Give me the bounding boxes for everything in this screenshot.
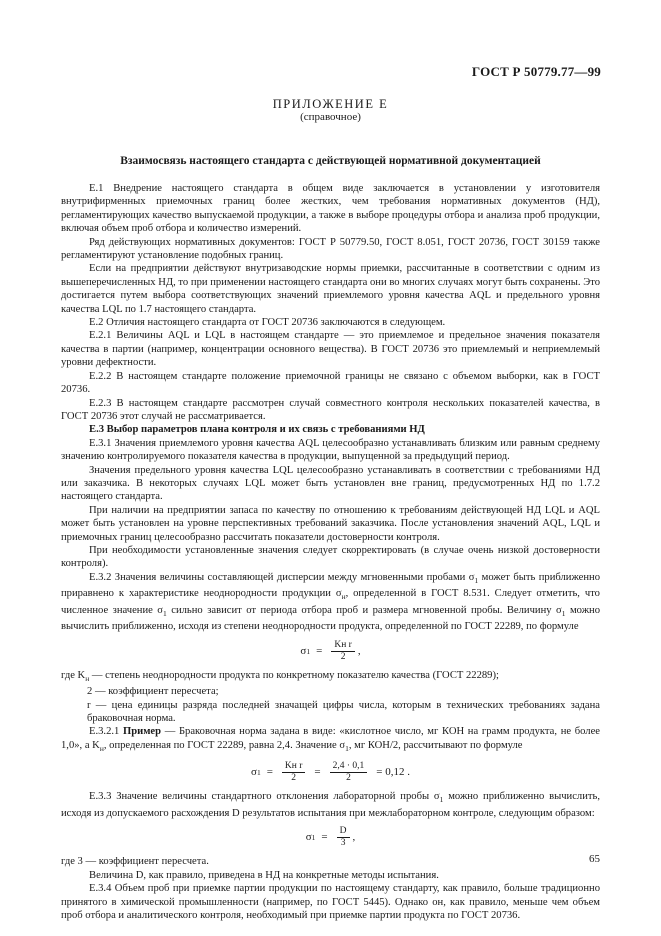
definition: где 3 — коэффициент пересчета. (61, 856, 209, 868)
fraction (330, 761, 368, 784)
paragraph: Е.3.4 Объем проб при приемке партии продукции по настоящему стандарту, как правило, больше традиционно принятого в химической промышленности (например, по ГОСТ 5445). Однако он, как правило, меньше чем объем проб отбора и аналитического контроля, необходимый при приемке партии продукта по ГОСТ 20736. (61, 883, 600, 921)
formula-operator: = (321, 831, 328, 844)
paragraph: Е.2.1 Величины AQL и LQL в настоящем стандарте — это приемлемое и предельное значения показателя качества в партии (например, концентрации основного вещества). В ГОСТ 20736 это приемлемый и неприемлемый уровни дефектности. (61, 330, 600, 369)
text-span: может быть приближенно приравнено к характеристике неоднородности продукции σ (61, 571, 600, 600)
text-span: где K (61, 669, 86, 681)
formula-symbol: σ (300, 644, 307, 657)
fraction-numerator: Kн r (282, 761, 305, 773)
standard-code: ГОСТ Р 50779.77—99 (471, 64, 601, 79)
formula-sigma-lab: σ 1 = $\frac{D}{3}$ , (305, 826, 356, 849)
text-span: Е.3.2 Значения величины составляющей дисперсии между мгновенными пробами σ (89, 571, 475, 583)
fraction-numerator: Kн r (331, 640, 354, 652)
paragraph: Е.3.2 Значения величины составляющей дисперсии между мгновенными пробами $\sigma_1$ может быть приближенно приравнено к характеристике неоднородности продукции $\sigma_н$, определенной в ГОСТ 8.531. Следует отметить, что численное значение $\sigma_1$ сильно зависит от периода отбора проб и размера мгновенной пробы. Величину $\sigma_1$ можно вычислить приближенно, исходя из степени неоднородности продукта, определенной по ГОСТ 22289, по формуле (61, 571, 601, 633)
definitions (61, 669, 600, 726)
paragraph: Е.1 Внедрение настоящего стандарта в общем виде заключается в установлении у изготовителя внутрифирменных приемочных границ более жестких, чем требования нормативных документов (НД), регламентирующих качество выпускаемой продукции, а также в выборе процедуры отбора и анализа проб продукции, включая объем проб отбора и количество измерений. (61, 183, 600, 235)
formula-symbol: σ (305, 831, 312, 844)
formula-result: = 0,12 . (376, 766, 410, 779)
fraction-denominator: 2 (291, 773, 297, 784)
formula-symbol: σ (251, 766, 257, 779)
text-span: можно приближенно вычислить, исходя из допускаемого расхождения D результатов испытания при межлабораторном контроле, следующим образом: (61, 791, 600, 819)
fraction-numerator: D (337, 826, 350, 838)
fraction (331, 640, 354, 663)
text-span: , определенной в ГОСТ 8.531. Следует отметить, что численное значение σ (61, 588, 600, 616)
text-span: сильно зависит от периода отбора проб и размера мгновенной пробы. Величину σ (166, 604, 562, 616)
text-span: — Браковочная норма задана в виде: «кислотное число, мг КОН на грамм продукта, не более 1,0», а K (61, 726, 600, 751)
document-body (61, 182, 600, 922)
text-span: Е.3.3 Значение величины стандартного отклонения лабораторной пробы σ (89, 791, 440, 803)
text-span: , определенная по ГОСТ 22289, равна 2,4. Значение σ (103, 739, 346, 751)
paragraph: Значения предельного уровня качества LQL целесообразно устанавливать в соответствии с требованиями НД или заказчика. В некоторых случаях LQL может быть установлен вне границ, предусмотренных НД по 1.7.2 настоящего стандарта. (61, 464, 600, 503)
paragraph: При наличии на предприятии запаса по качеству по отношению к требованиям действующей НД LQL и AQL может быть установлен на уровне перспективных требований заказчика. После установления значений AQL, LQL и приемочных границ целесообразно рассчитать показатели достоверности контроля. (61, 504, 600, 543)
formula-sigma1: σ 1 = $\frac{\text{Kн r}}{2}$ , (300, 639, 361, 662)
paragraph: Е.2.2 В настоящем стандарте положение приемочной границы не связано с объемом выборки, как в ГОСТ 20736. (61, 370, 600, 396)
paragraph: Ряд действующих нормативных документов: ГОСТ Р 50779.50, ГОСТ 8.051, ГОСТ 20736, ГОСТ 30159 также регламентируют установление подобных границ. (61, 236, 600, 262)
paragraph: Е.3.1 Значения приемлемого уровня качества AQL целесообразно устанавливать близким или равным среднему значению контролируемого показателя качества в продукции, выпущенной за предыдущий период. (61, 437, 600, 463)
definition: 2 — коэффициент пересчета; (87, 686, 219, 698)
subsection-heading (61, 423, 600, 436)
fraction (282, 761, 305, 784)
formula-operator: = (316, 644, 323, 657)
appendix-title: ПРИЛОЖЕНИЕ Е (272, 97, 389, 111)
fraction (337, 826, 350, 849)
paragraph: Если на предприятии действуют внутризаводские нормы приемки, рассчитанные в соответствии с одним из вышеперечисленных НД, то при применении настоящего стандарта они во многих случаях могут быть сохранены. Это достигается путем выбора соответствующих значений приемлемого уровня качества AQL и предельного уровня качества LQL по 1.7 настоящего стандарта. (61, 263, 600, 315)
formula-punct: , (352, 831, 356, 844)
section-title: Взаимосвязь настоящего стандарта с действующей нормативной документацией (120, 155, 541, 167)
fraction-denominator: 2 (340, 651, 346, 662)
formula-example: σ 1 = $\frac{\text{Kн r}}{2}$ = $\frac{2,4 \cdot 0,1}{2}$ = 0,12 . (251, 761, 410, 784)
fraction-denominator: 3 (340, 838, 346, 849)
formula-operator: = (266, 766, 273, 779)
text-span: , мг КОН/2, рассчитывают по формуле (348, 739, 523, 751)
fraction-denominator: 2 (346, 773, 351, 784)
formula-operator: = (314, 766, 321, 779)
text-span: Е.3.2.1 (89, 726, 123, 738)
definition: r — цена единицы разряда последней значащей цифры числа, которым в технических требованиях задана браковочная норма. (87, 699, 600, 725)
paragraph: При необходимости установленные значения следует скорректировать (в случае очень низкой достоверности контроля). (61, 544, 600, 570)
formula-punct: , (357, 644, 361, 657)
page-number: 65 (589, 853, 600, 865)
paragraph: Величина D, как правило, приведена в НД на конкретные методы испытания. (89, 869, 439, 881)
example-label: Пример (122, 726, 162, 738)
subsection-heading-text: Е.3 Выбор параметров плана контроля и их связь с требованиями НД (89, 424, 425, 436)
text-span: — степень неоднородности продукта по конкретному показателю качества (ГОСТ 22289); (89, 669, 499, 681)
example-paragraph: Е.3.2.1 Пример — Браковочная норма задана в виде: «кислотное число, мг КОН на грамм продукта, не более 1,0», а $K_н$, определенная по ГОСТ 22289, равна 2,4. Значение $\sigma_1$, мг КОН/2, рассчитывают по формуле (61, 726, 600, 753)
fraction-numerator: 2,4 · 0,1 (330, 761, 368, 773)
paragraph: Е.3.3 Значение величины стандартного отклонения лабораторной пробы $\sigma_1$ можно приближенно вычислить, исходя из допускаемого расхождения D результатов испытания при межлабораторном контроле, следующим образом: (61, 791, 600, 819)
text-span: можно вычислить приближенно, исходя из степени неоднородности продукта, определенной по ГОСТ 22289, по формуле (61, 604, 601, 633)
paragraph: Е.2.3 В настоящем стандарте рассмотрен случай совместного контроля нескольких показателей качества, в ГОСТ 20736 этот случай не рассматривается. (61, 397, 600, 422)
definition: где $K_н$ — степень неоднородности продукта по конкретному показателю качества (ГОСТ 22289); (61, 669, 499, 683)
paragraph: Е.2 Отличия настоящего стандарта от ГОСТ 20736 заключаются в следующем. (89, 317, 446, 329)
appendix-subtitle: (справочное) (300, 111, 361, 123)
